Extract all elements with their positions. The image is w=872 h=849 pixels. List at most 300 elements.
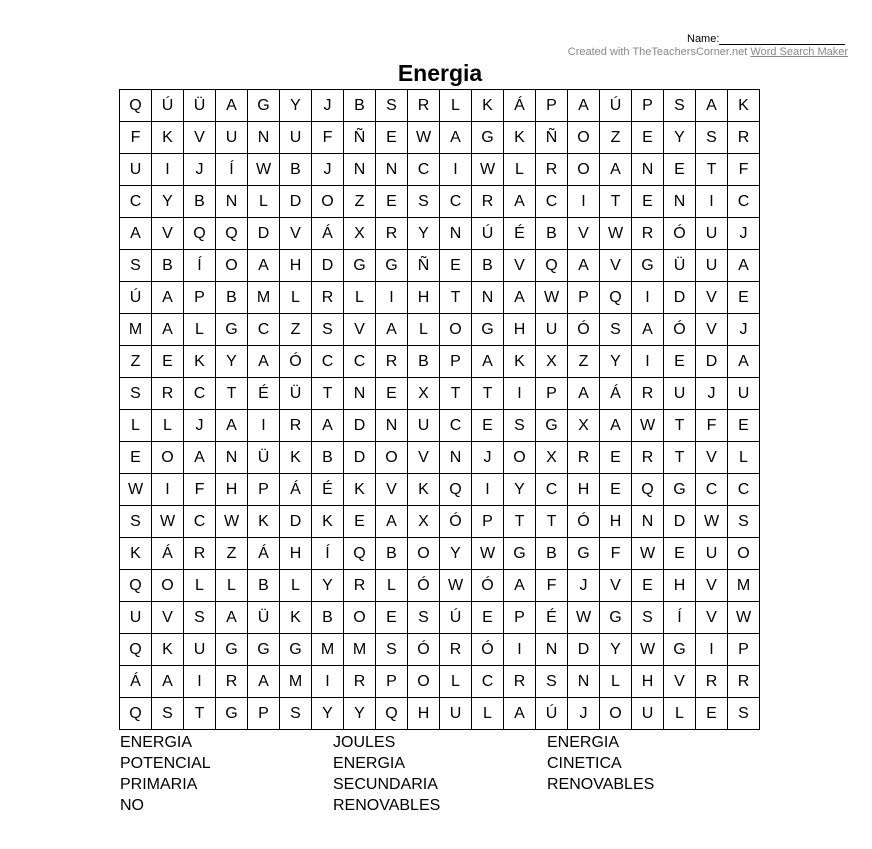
grid-cell[interactable]: L [184,570,216,602]
grid-cell[interactable]: A [600,154,632,186]
grid-cell[interactable]: A [472,346,504,378]
grid-cell[interactable]: O [440,314,472,346]
grid-cell[interactable]: B [312,442,344,474]
grid-cell[interactable]: E [120,442,152,474]
grid-cell[interactable]: J [568,570,600,602]
grid-cell[interactable]: Q [344,538,376,570]
grid-cell[interactable]: I [152,154,184,186]
grid-cell[interactable]: R [344,666,376,698]
grid-cell[interactable]: I [376,282,408,314]
grid-cell[interactable]: V [696,442,728,474]
grid-cell[interactable]: F [120,122,152,154]
grid-cell[interactable]: I [504,634,536,666]
grid-cell[interactable]: A [440,122,472,154]
grid-cell[interactable]: W [632,410,664,442]
grid-cell[interactable]: J [568,698,600,730]
grid-cell[interactable]: M [344,634,376,666]
grid-cell[interactable]: U [632,698,664,730]
grid-cell[interactable]: X [408,506,440,538]
grid-cell[interactable]: I [472,474,504,506]
grid-cell[interactable]: T [536,506,568,538]
grid-cell[interactable]: Z [216,538,248,570]
grid-cell[interactable]: D [280,186,312,218]
grid-cell[interactable]: T [312,378,344,410]
grid-cell[interactable]: E [664,346,696,378]
grid-cell[interactable]: W [536,282,568,314]
grid-cell[interactable]: Ú [600,90,632,122]
grid-cell[interactable]: E [600,442,632,474]
grid-cell[interactable]: Ñ [536,122,568,154]
grid-cell[interactable]: Y [312,570,344,602]
grid-cell[interactable]: N [440,442,472,474]
grid-cell[interactable]: A [216,90,248,122]
grid-cell[interactable]: B [472,250,504,282]
grid-cell[interactable]: L [728,442,760,474]
grid-cell[interactable]: S [664,90,696,122]
grid-cell[interactable]: Y [504,474,536,506]
grid-cell[interactable]: L [152,410,184,442]
grid-cell[interactable]: J [312,90,344,122]
grid-cell[interactable]: S [536,666,568,698]
grid-cell[interactable]: A [248,346,280,378]
grid-cell[interactable]: O [152,570,184,602]
grid-cell[interactable]: Y [600,634,632,666]
grid-cell[interactable]: D [280,506,312,538]
grid-cell[interactable]: X [536,442,568,474]
grid-cell[interactable]: H [408,698,440,730]
grid-cell[interactable]: E [472,410,504,442]
grid-cell[interactable]: H [632,666,664,698]
grid-cell[interactable]: Ú [472,218,504,250]
grid-cell[interactable]: C [312,346,344,378]
grid-cell[interactable]: Y [280,90,312,122]
grid-cell[interactable]: D [664,282,696,314]
grid-cell[interactable]: J [472,442,504,474]
grid-cell[interactable]: Y [664,122,696,154]
grid-cell[interactable]: R [568,442,600,474]
grid-cell[interactable]: X [344,218,376,250]
grid-cell[interactable]: H [600,506,632,538]
grid-cell[interactable]: R [376,346,408,378]
grid-cell[interactable]: U [664,378,696,410]
grid-cell[interactable]: K [504,346,536,378]
grid-cell[interactable]: Q [600,282,632,314]
grid-cell[interactable]: V [696,282,728,314]
grid-cell[interactable]: H [280,538,312,570]
grid-cell[interactable]: N [632,154,664,186]
grid-cell[interactable]: Q [120,570,152,602]
grid-cell[interactable]: L [344,282,376,314]
grid-cell[interactable]: P [728,634,760,666]
grid-cell[interactable]: L [504,154,536,186]
grid-cell[interactable]: Ú [536,698,568,730]
grid-cell[interactable]: G [376,250,408,282]
grid-cell[interactable]: E [600,474,632,506]
grid-cell[interactable]: N [664,186,696,218]
grid-cell[interactable]: R [472,186,504,218]
grid-cell[interactable]: G [472,314,504,346]
grid-cell[interactable]: V [696,570,728,602]
grid-cell[interactable]: E [376,186,408,218]
grid-cell[interactable]: Z [120,346,152,378]
grid-cell[interactable]: C [696,474,728,506]
grid-cell[interactable]: J [312,154,344,186]
grid-cell[interactable]: X [536,346,568,378]
grid-cell[interactable]: Á [600,378,632,410]
grid-cell[interactable]: Á [504,90,536,122]
grid-cell[interactable]: Q [120,698,152,730]
grid-cell[interactable]: Y [440,538,472,570]
grid-cell[interactable]: S [376,90,408,122]
grid-cell[interactable]: Q [376,698,408,730]
grid-cell[interactable]: A [120,218,152,250]
grid-cell[interactable]: N [536,634,568,666]
grid-cell[interactable]: R [184,538,216,570]
grid-cell[interactable]: A [184,442,216,474]
grid-cell[interactable]: E [664,154,696,186]
grid-cell[interactable]: I [248,410,280,442]
grid-cell[interactable]: Y [408,218,440,250]
grid-cell[interactable]: I [632,282,664,314]
grid-cell[interactable]: T [184,698,216,730]
grid-cell[interactable]: I [440,154,472,186]
grid-cell[interactable]: Q [536,250,568,282]
grid-cell[interactable]: U [696,538,728,570]
grid-cell[interactable]: K [152,634,184,666]
grid-cell[interactable]: Á [312,218,344,250]
grid-cell[interactable]: Ú [120,282,152,314]
grid-cell[interactable]: W [696,506,728,538]
grid-cell[interactable]: F [696,410,728,442]
grid-cell[interactable]: R [536,154,568,186]
grid-cell[interactable]: Y [216,346,248,378]
grid-cell[interactable]: C [536,186,568,218]
grid-cell[interactable]: X [408,378,440,410]
grid-cell[interactable]: B [248,570,280,602]
grid-cell[interactable]: Ó [664,218,696,250]
grid-cell[interactable]: V [152,602,184,634]
grid-cell[interactable]: M [280,666,312,698]
grid-cell[interactable]: L [664,698,696,730]
grid-cell[interactable]: V [408,442,440,474]
grid-cell[interactable]: S [120,250,152,282]
grid-cell[interactable]: E [440,250,472,282]
grid-cell[interactable]: B [312,602,344,634]
grid-cell[interactable]: S [504,410,536,442]
credit-link[interactable]: Word Search Maker [750,46,848,58]
grid-cell[interactable]: Ú [440,602,472,634]
grid-cell[interactable]: I [504,378,536,410]
grid-cell[interactable]: N [344,378,376,410]
grid-cell[interactable]: R [632,378,664,410]
grid-cell[interactable]: V [504,250,536,282]
grid-cell[interactable]: A [312,410,344,442]
grid-cell[interactable]: F [728,154,760,186]
grid-cell[interactable]: D [344,410,376,442]
grid-cell[interactable]: T [696,154,728,186]
grid-cell[interactable]: E [376,602,408,634]
grid-cell[interactable]: N [248,122,280,154]
grid-cell[interactable]: L [440,90,472,122]
grid-cell[interactable]: A [568,378,600,410]
grid-cell[interactable]: T [440,282,472,314]
grid-cell[interactable]: A [248,666,280,698]
grid-cell[interactable]: W [248,154,280,186]
grid-cell[interactable]: T [440,378,472,410]
grid-cell[interactable]: U [216,122,248,154]
grid-cell[interactable]: G [216,634,248,666]
grid-cell[interactable]: A [248,250,280,282]
grid-cell[interactable]: A [152,666,184,698]
grid-cell[interactable]: R [632,218,664,250]
grid-cell[interactable]: C [440,186,472,218]
grid-cell[interactable]: G [248,90,280,122]
grid-cell[interactable]: S [280,698,312,730]
grid-cell[interactable]: R [632,442,664,474]
grid-cell[interactable]: S [184,602,216,634]
grid-cell[interactable]: O [408,538,440,570]
grid-cell[interactable]: G [632,250,664,282]
grid-cell[interactable]: É [504,218,536,250]
grid-cell[interactable]: Ó [408,570,440,602]
grid-cell[interactable]: E [728,410,760,442]
grid-cell[interactable]: A [216,410,248,442]
grid-cell[interactable]: K [504,122,536,154]
grid-cell[interactable]: Í [184,250,216,282]
grid-cell[interactable]: F [536,570,568,602]
grid-cell[interactable]: I [152,474,184,506]
grid-cell[interactable]: B [280,154,312,186]
grid-cell[interactable]: Í [312,538,344,570]
grid-cell[interactable]: K [184,346,216,378]
grid-cell[interactable]: A [600,410,632,442]
grid-cell[interactable]: Á [280,474,312,506]
grid-cell[interactable]: W [152,506,184,538]
grid-cell[interactable]: D [664,506,696,538]
grid-cell[interactable]: Y [600,346,632,378]
grid-cell[interactable]: I [696,186,728,218]
grid-cell[interactable]: P [536,90,568,122]
grid-cell[interactable]: C [248,314,280,346]
grid-cell[interactable]: K [408,474,440,506]
grid-cell[interactable]: I [184,666,216,698]
grid-cell[interactable]: O [216,250,248,282]
grid-cell[interactable]: L [280,570,312,602]
grid-cell[interactable]: A [216,602,248,634]
grid-cell[interactable]: S [600,314,632,346]
grid-cell[interactable]: N [376,410,408,442]
grid-cell[interactable]: G [536,410,568,442]
grid-cell[interactable]: S [408,602,440,634]
grid-cell[interactable]: C [184,506,216,538]
grid-cell[interactable]: L [184,314,216,346]
grid-cell[interactable]: U [408,410,440,442]
grid-cell[interactable]: F [600,538,632,570]
grid-cell[interactable]: L [440,666,472,698]
grid-cell[interactable]: E [664,538,696,570]
grid-cell[interactable]: G [664,634,696,666]
grid-cell[interactable]: I [312,666,344,698]
grid-cell[interactable]: G [280,634,312,666]
grid-cell[interactable]: S [376,634,408,666]
grid-cell[interactable]: Ü [184,90,216,122]
grid-cell[interactable]: K [152,122,184,154]
grid-cell[interactable]: G [216,314,248,346]
grid-cell[interactable]: S [728,698,760,730]
grid-cell[interactable]: U [120,154,152,186]
grid-cell[interactable]: R [440,634,472,666]
grid-cell[interactable]: E [632,186,664,218]
grid-cell[interactable]: R [504,666,536,698]
grid-cell[interactable]: V [376,474,408,506]
grid-cell[interactable]: E [376,122,408,154]
grid-cell[interactable]: I [632,346,664,378]
grid-cell[interactable]: O [504,442,536,474]
grid-cell[interactable]: B [344,90,376,122]
grid-cell[interactable]: Q [632,474,664,506]
grid-cell[interactable]: Ü [248,442,280,474]
grid-cell[interactable]: R [344,570,376,602]
grid-cell[interactable]: W [472,538,504,570]
grid-cell[interactable]: U [536,314,568,346]
grid-cell[interactable]: J [728,218,760,250]
grid-cell[interactable]: N [216,186,248,218]
grid-cell[interactable]: D [344,442,376,474]
grid-cell[interactable]: Á [248,538,280,570]
grid-cell[interactable]: H [568,474,600,506]
grid-cell[interactable]: Ó [472,570,504,602]
grid-cell[interactable]: L [280,282,312,314]
grid-cell[interactable]: A [504,186,536,218]
grid-cell[interactable]: J [728,314,760,346]
grid-cell[interactable]: Q [184,218,216,250]
grid-cell[interactable]: I [568,186,600,218]
grid-cell[interactable]: A [504,282,536,314]
grid-cell[interactable]: Ñ [344,122,376,154]
grid-cell[interactable]: G [664,474,696,506]
grid-cell[interactable]: O [152,442,184,474]
grid-cell[interactable]: E [632,570,664,602]
grid-cell[interactable]: Á [152,538,184,570]
grid-cell[interactable]: B [216,282,248,314]
grid-cell[interactable]: L [216,570,248,602]
grid-cell[interactable]: L [600,666,632,698]
grid-cell[interactable]: Ó [408,634,440,666]
grid-cell[interactable]: Z [344,186,376,218]
grid-cell[interactable]: A [696,90,728,122]
grid-cell[interactable]: S [312,314,344,346]
grid-cell[interactable]: W [120,474,152,506]
grid-cell[interactable]: U [696,218,728,250]
grid-cell[interactable]: N [344,154,376,186]
grid-cell[interactable]: B [376,538,408,570]
grid-cell[interactable]: V [280,218,312,250]
grid-cell[interactable]: Y [344,698,376,730]
grid-cell[interactable]: Ü [248,602,280,634]
grid-cell[interactable]: M [120,314,152,346]
grid-cell[interactable]: Ó [472,634,504,666]
grid-cell[interactable]: V [344,314,376,346]
grid-cell[interactable]: M [248,282,280,314]
grid-cell[interactable]: H [664,570,696,602]
grid-cell[interactable]: V [664,666,696,698]
grid-cell[interactable]: W [632,634,664,666]
grid-cell[interactable]: M [312,634,344,666]
grid-cell[interactable]: N [472,282,504,314]
grid-cell[interactable]: F [312,122,344,154]
grid-cell[interactable]: G [248,634,280,666]
grid-cell[interactable]: Á [120,666,152,698]
grid-cell[interactable]: R [728,666,760,698]
grid-cell[interactable]: B [536,218,568,250]
grid-cell[interactable]: Q [120,90,152,122]
grid-cell[interactable]: C [408,154,440,186]
grid-cell[interactable]: E [472,602,504,634]
grid-cell[interactable]: W [728,602,760,634]
grid-cell[interactable]: O [568,122,600,154]
grid-cell[interactable]: Ñ [408,250,440,282]
grid-cell[interactable]: K [728,90,760,122]
grid-cell[interactable]: S [632,602,664,634]
grid-cell[interactable]: W [600,218,632,250]
grid-cell[interactable]: C [536,474,568,506]
grid-cell[interactable]: S [120,506,152,538]
grid-cell[interactable]: S [696,122,728,154]
grid-cell[interactable]: A [152,282,184,314]
grid-cell[interactable]: Ó [280,346,312,378]
grid-cell[interactable]: G [344,250,376,282]
grid-cell[interactable]: E [376,378,408,410]
grid-cell[interactable]: O [312,186,344,218]
grid-cell[interactable]: V [152,218,184,250]
grid-cell[interactable]: C [344,346,376,378]
grid-cell[interactable]: N [216,442,248,474]
grid-cell[interactable]: U [120,602,152,634]
grid-cell[interactable]: R [312,282,344,314]
grid-cell[interactable]: E [344,506,376,538]
grid-cell[interactable]: K [344,474,376,506]
grid-cell[interactable]: G [216,698,248,730]
grid-cell[interactable]: U [440,698,472,730]
grid-cell[interactable]: P [376,666,408,698]
grid-cell[interactable]: S [408,186,440,218]
grid-cell[interactable]: F [184,474,216,506]
grid-cell[interactable]: D [312,250,344,282]
grid-cell[interactable]: V [568,218,600,250]
grid-cell[interactable]: P [184,282,216,314]
grid-cell[interactable]: Z [280,314,312,346]
grid-cell[interactable]: G [600,602,632,634]
grid-cell[interactable]: Í [664,602,696,634]
grid-cell[interactable]: Ü [280,378,312,410]
grid-cell[interactable]: V [696,602,728,634]
grid-cell[interactable]: B [152,250,184,282]
grid-cell[interactable]: T [664,410,696,442]
grid-cell[interactable]: L [376,570,408,602]
grid-cell[interactable]: Y [152,186,184,218]
grid-cell[interactable]: M [728,570,760,602]
grid-cell[interactable]: B [184,186,216,218]
grid-cell[interactable]: Q [120,634,152,666]
grid-cell[interactable]: A [504,570,536,602]
grid-cell[interactable]: Ü [664,250,696,282]
grid-cell[interactable]: P [248,698,280,730]
grid-cell[interactable]: P [536,378,568,410]
grid-cell[interactable]: A [568,90,600,122]
grid-cell[interactable]: H [504,314,536,346]
grid-cell[interactable]: É [312,474,344,506]
grid-cell[interactable]: O [344,602,376,634]
